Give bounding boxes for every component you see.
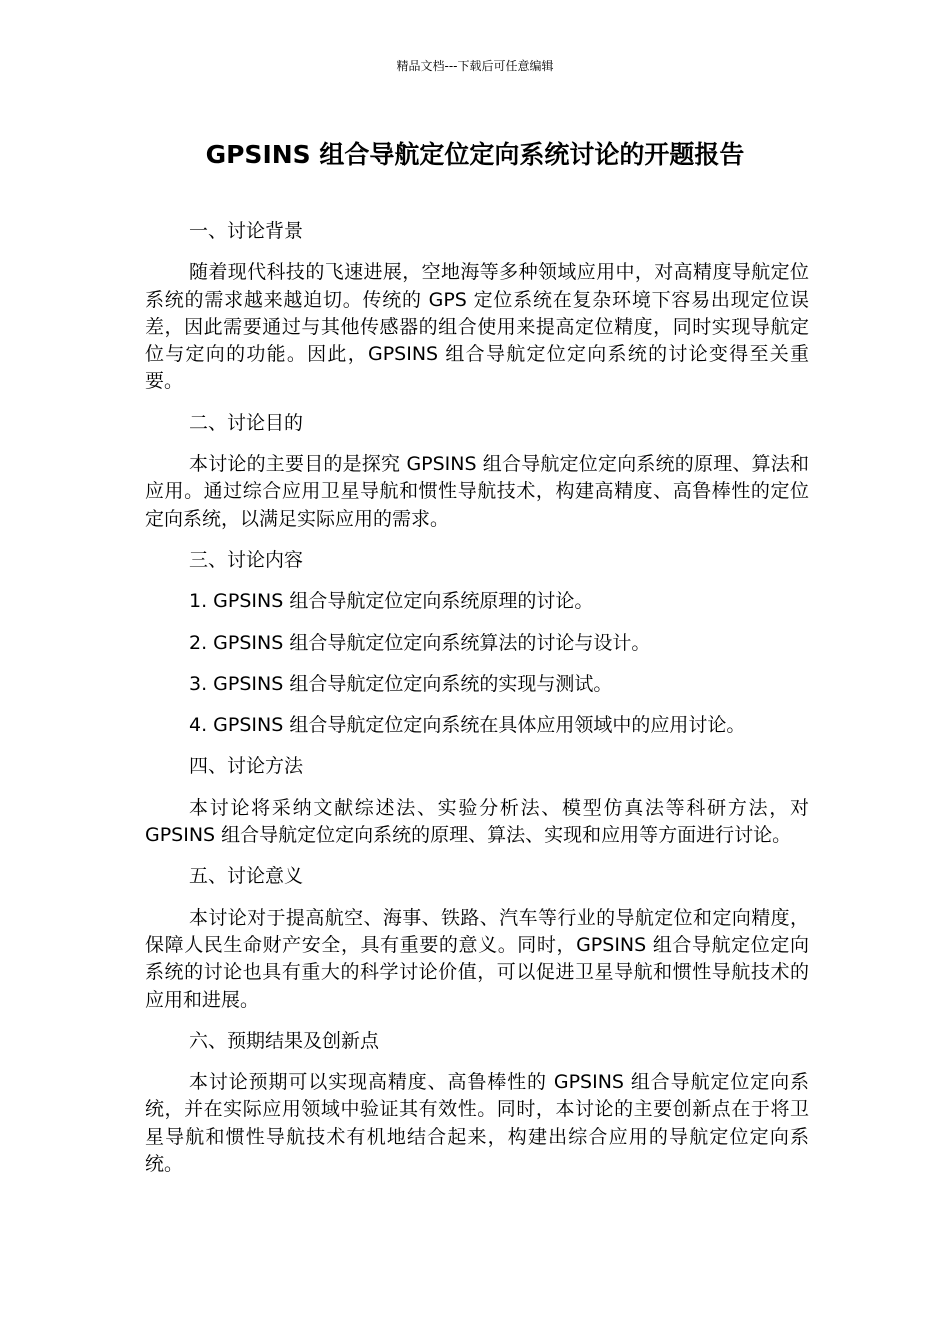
content-list-item: 2. GPSINS 组合导航定位定向系统算法的讨论与设计。 [189, 631, 651, 654]
section-heading-expected-results: 六、预期结果及创新点 [189, 1029, 380, 1052]
section-paragraph-significance: 本讨论对于提高航空、海事、铁路、汽车等行业的导航定位和定向精度，保障人民生命财产安全，具有重要的意义。同时，GPSINS 组合导航定位定向系统的讨论也具有重大的科学讨论价值，可以促进卫星导航和惯性导航技术的应用和进展。 [145, 906, 809, 1011]
section-heading-method: 四、讨论方法 [189, 755, 304, 778]
page-header-note: 精品文档---下载后可任意编辑 [396, 59, 554, 73]
section-heading-content: 三、讨论内容 [189, 548, 304, 571]
section-paragraph-background: 随着现代科技的飞速进展，空地海等多种领域应用中，对高精度导航定位系统的需求越来越迫切。传统的 GPS 定位系统在复杂环境下容易出现定位误差，因此需要通过与其他传感器的组合使用来提高定位精度，同时实现导航定位与定向的功能。因此，GPSINS 组合导航定位定向系统的讨论变得至关重要。 [145, 261, 809, 393]
document-title: GPSINS 组合导航定位定向系统讨论的开题报告 [205, 140, 745, 169]
content-list-item: 3. GPSINS 组合导航定位定向系统的实现与测试。 [189, 672, 613, 695]
section-paragraph-method: 本讨论将采纳文献综述法、实验分析法、模型仿真法等科研方法，对 GPSINS 组合导航定位定向系统的原理、算法、实现和应用等方面进行讨论。 [145, 796, 809, 847]
document-body [145, 218, 809, 1192]
section-paragraph-purpose: 本讨论的主要目的是探究 GPSINS 组合导航定位定向系统的原理、算法和应用。通过综合应用卫星导航和惯性导航技术，构建高精度、高鲁棒性的定位定向系统，以满足实际应用的需求。 [145, 453, 809, 530]
section-heading-background: 一、讨论背景 [189, 220, 304, 242]
section-paragraph-expected-results: 本讨论预期可以实现高精度、高鲁棒性的 GPSINS 组合导航定位定向系统，并在实际应用领域中验证其有效性。同时，本讨论的主要创新点在于将卫星导航和惯性导航技术有机地结合起来，构建出综合应用的导航定位定向系统。 [145, 1071, 809, 1176]
content-list-item: 4. GPSINS 组合导航定位定向系统在具体应用领域中的应用讨论。 [189, 714, 746, 737]
section-heading-purpose: 二、讨论目的 [189, 411, 304, 434]
content-list-item: 1. GPSINS 组合导航定位定向系统原理的讨论。 [189, 590, 594, 613]
section-heading-significance: 五、讨论意义 [189, 865, 304, 888]
